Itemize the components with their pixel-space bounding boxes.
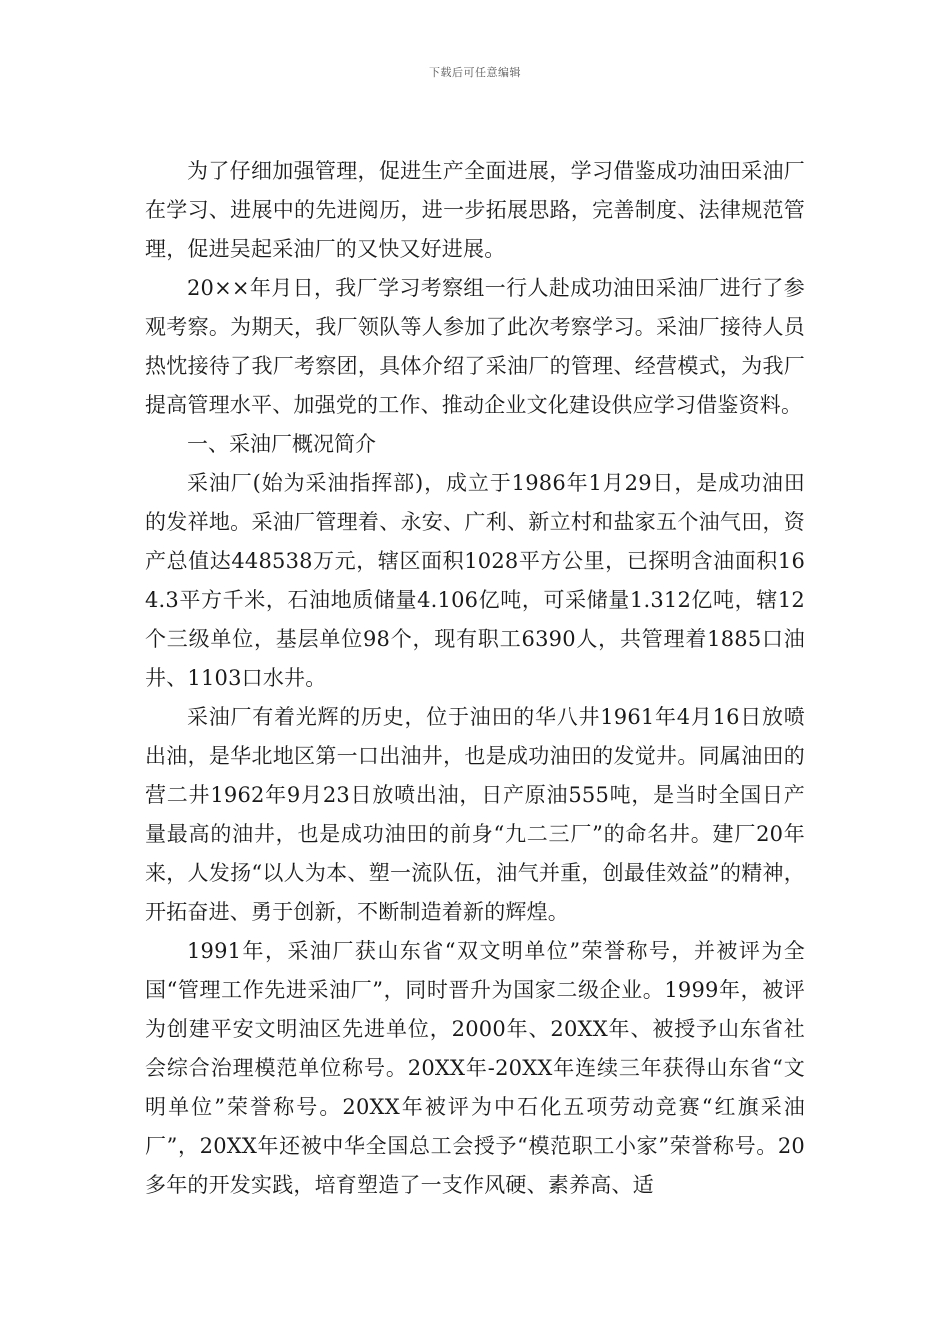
paragraph-visit: 20××年月日，我厂学习考察组一行人赴成功油田采油厂进行了参观考察。为期天，我厂领队等人参加了此次考察学习。采油厂接待人员热忱接待了我厂考察团，具体介绍了采油厂的管理、经营模式，为我厂提高管理水平、加强党的工作、推动企业文化建设供应学习借鉴资料。	[145, 276, 805, 417]
paragraph-honors: 1991年，采油厂获山东省“双文明单位”荣誉称号，并被评为全国“管理工作先进采油厂”，同时晋升为国家二级企业。1999年，被评为创建平安文明油区先进单位，2000年、20XX年、被授予山东省社会综合治理模范单位称号。20XX年-20XX年连续三年获得山东省“文明单位”荣誉称号。20XX年被评为中石化五项劳动竞赛“红旗采油厂”，20XX年还被中华全国总工会授予“模范职工小家”荣誉称号。20多年的开发实践，培育塑造了一支作风硬、素养高、适	[145, 939, 805, 1197]
paragraph-intro: 为了仔细加强管理，促进生产全面进展，学习借鉴成功油田采油厂在学习、进展中的先进阅历，进一步拓展思路，完善制度、法律规范管理，促进吴起采油厂的又快又好进展。	[145, 159, 805, 261]
paragraph-history: 采油厂有着光辉的历史，位于油田的华八井1961年4月16日放喷出油，是华北地区第一口出油井，也是成功油田的发觉井。同属油田的营二井1962年9月23日放喷出油，日产原油555吨，是当时全国日产量最高的油井，也是成功油田的前身“九二三厂”的命名井。建厂20年来，人发扬“以人为本、塑一流队伍，油气并重，创最佳效益”的精神，开拓奋进、勇于创新，不断制造着新的辉煌。	[145, 705, 805, 924]
document-body	[145, 152, 805, 1205]
page-header: 下载后可任意编辑	[429, 66, 521, 79]
paragraph-overview: 采油厂(始为采油指挥部)，成立于1986年1月29日，是成功油田的发祥地。采油厂管理着、永安、广利、新立村和盐家五个油气田，资产总值达448538万元，辖区面积1028平方公里，已探明含油面积164.3平方千米，石油地质储量4.106亿吨，可采储量1.312亿吨，辖12个三级单位，基层单位98个，现有职工6390人，共管理着1885口油井、1103口水井。	[145, 471, 805, 690]
section-heading-overview: 一、采油厂概况简介	[187, 432, 376, 456]
